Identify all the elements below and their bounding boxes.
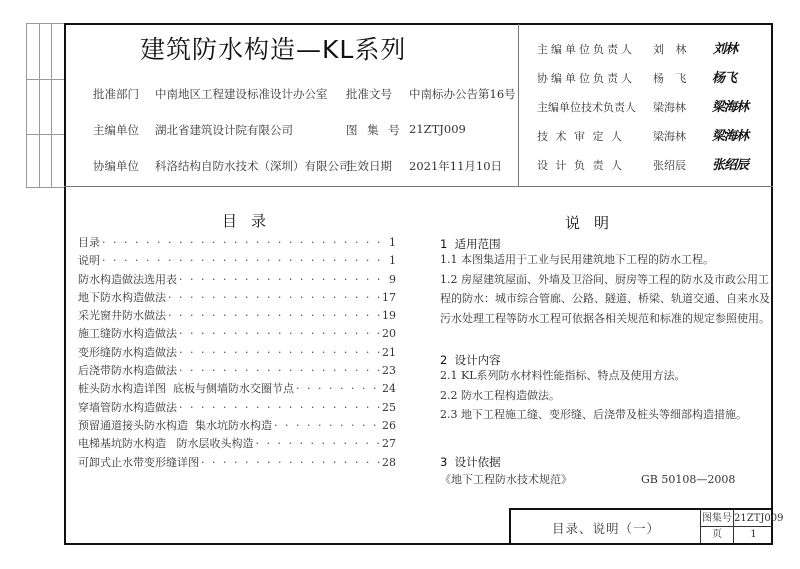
signature: 梁海林 bbox=[712, 100, 749, 115]
paragraph-line: 2.2 防水工程构造做法。 bbox=[440, 388, 560, 402]
toc-item-label: 采光窗井防水做法 bbox=[78, 309, 166, 323]
info-label: 生效日期 bbox=[346, 159, 392, 173]
info-value: 2021年11月10日 bbox=[409, 159, 503, 173]
responsible-role: 技 术 审 定 人 bbox=[537, 130, 624, 143]
approval-stamp-strip bbox=[26, 23, 65, 188]
section-heading: 2 设计内容 bbox=[440, 353, 501, 367]
toc-item-label: 可卸式止水带变形缝详图 bbox=[78, 455, 199, 469]
leader-dots bbox=[274, 419, 380, 432]
stamp-divider bbox=[27, 134, 65, 135]
page-value: 1 bbox=[733, 527, 773, 543]
toc-item-label: 目录 bbox=[78, 236, 100, 249]
info-value: 湖北省建筑设计院有限公司 bbox=[155, 123, 293, 137]
toc-item-page: 21 bbox=[382, 345, 396, 359]
toc-item-label: 施工缝防水构造做法 bbox=[78, 327, 177, 341]
toc-item[interactable] bbox=[78, 362, 396, 380]
signature: 张绍辰 bbox=[712, 158, 749, 173]
paragraph-line: 1.1 本图集适用于工业与民用建筑地下工程的防水工程。 bbox=[440, 253, 714, 266]
toc-item[interactable] bbox=[78, 435, 396, 453]
toc-item[interactable] bbox=[78, 289, 396, 307]
toc-item-label: 电梯基坑防水构造 防水层收头构造 bbox=[78, 437, 254, 451]
toc-item-label: 防水构造做法选用表 bbox=[78, 272, 177, 286]
toc-item-page: 1 bbox=[389, 236, 396, 249]
section-heading: 1 适用范围 bbox=[440, 237, 501, 251]
section-body bbox=[440, 366, 780, 425]
leader-dots bbox=[296, 382, 380, 395]
section-body bbox=[440, 250, 780, 328]
atlas-title: 建筑防水构造—KL系列 bbox=[140, 35, 407, 64]
toc-item[interactable] bbox=[78, 344, 396, 362]
page-label: 页 bbox=[700, 527, 733, 543]
responsible-name: 张绍辰 bbox=[653, 159, 686, 172]
header-divider bbox=[64, 186, 773, 187]
toc-item-page: 23 bbox=[382, 364, 396, 378]
toc-item-page: 28 bbox=[382, 455, 396, 469]
toc-item-page: 1 bbox=[389, 254, 396, 268]
signature: 梁海林 bbox=[712, 129, 749, 144]
leader-dots bbox=[179, 346, 380, 359]
toc-item-page: 26 bbox=[382, 418, 396, 432]
paragraph-line: 程的防水：城市综合管廊、公路、隧道、桥梁、轨道交通、自来水及 bbox=[440, 292, 770, 305]
header-vertical-divider bbox=[518, 24, 519, 186]
signature: 刘林 bbox=[713, 42, 738, 57]
leader-dots bbox=[179, 364, 380, 377]
responsible-name: 梁海林 bbox=[653, 101, 686, 114]
responsible-role: 设 计 负 责 人 bbox=[537, 159, 624, 172]
toc-item[interactable] bbox=[78, 380, 396, 398]
toc-item[interactable] bbox=[78, 307, 396, 325]
leader-dots bbox=[256, 437, 381, 450]
responsible-role: 主编单位技术负责人 bbox=[537, 101, 636, 114]
reference-code: GB 50108—2008 bbox=[641, 473, 736, 486]
toc-item[interactable] bbox=[78, 417, 396, 435]
toc-item-page: 19 bbox=[382, 309, 396, 323]
toc-item-label: 说明 bbox=[78, 254, 100, 268]
toc-item-label: 变形缝防水构造做法 bbox=[78, 345, 177, 359]
leader-dots bbox=[168, 291, 380, 304]
toc-item[interactable] bbox=[78, 271, 396, 289]
leader-dots bbox=[179, 401, 380, 414]
toc-item[interactable] bbox=[78, 399, 396, 417]
stamp-column bbox=[51, 24, 64, 187]
toc-item-label: 地下防水构造做法 bbox=[78, 290, 166, 304]
signature: 杨飞 bbox=[712, 71, 737, 86]
toc-item-page: 24 bbox=[382, 382, 396, 396]
responsible-role: 协编单位负责人 bbox=[537, 72, 635, 85]
info-value: 中南标办公告第16号 bbox=[409, 87, 516, 101]
paragraph-line: 1.2 房屋建筑屋面、外墙及卫浴间、厨房等工程的防水及市政公用工 bbox=[440, 272, 769, 286]
info-label: 批准部门 bbox=[93, 87, 139, 101]
toc-item-label: 预留通道接头防水构造 集水坑防水构造 bbox=[78, 418, 272, 432]
paragraph-line: 污水处理工程等防水工程可依据各相关规范和标准的规定参照使用。 bbox=[440, 311, 770, 325]
toc-item[interactable] bbox=[78, 454, 396, 472]
toc-item-label: 后浇带防水构造做法 bbox=[78, 364, 177, 378]
paragraph-line: 2.3 地下工程施工缝、变形缝、后浇带及桩头等细部构造措施。 bbox=[440, 408, 747, 421]
leader-dots bbox=[102, 236, 385, 249]
toc-item[interactable] bbox=[78, 325, 396, 343]
toc-item-page: 27 bbox=[382, 437, 396, 451]
info-label: 图 集 号 bbox=[346, 123, 403, 137]
paragraph-line: 2.1 KL系列防水材料性能指标、特点及使用方法。 bbox=[440, 369, 686, 382]
section-heading: 3 设计依据 bbox=[440, 455, 501, 469]
toc-item-page: 25 bbox=[382, 400, 396, 414]
leader-dots bbox=[168, 309, 380, 322]
sheet-name: 目录、说明（一） bbox=[551, 520, 660, 536]
info-value: 科洛结构自防水技术（深圳）有限公司 bbox=[155, 159, 351, 173]
leader-dots bbox=[201, 456, 380, 469]
responsible-name: 梁海林 bbox=[653, 130, 686, 143]
stamp-divider bbox=[27, 79, 65, 80]
toc-item-label: 穿墙管防水构造做法 bbox=[78, 400, 177, 414]
info-value: 中南地区工程建设标准设计办公室 bbox=[155, 87, 328, 101]
toc-title: 目录 bbox=[222, 212, 281, 230]
toc-item-page: 20 bbox=[382, 327, 396, 341]
responsible-role: 主编单位负责人 bbox=[537, 43, 635, 56]
info-label: 主编单位 bbox=[93, 123, 139, 137]
toc-item-label: 桩头防水构造详图 底板与侧墙防水交圈节点 bbox=[78, 382, 294, 396]
toc-list bbox=[78, 234, 396, 472]
atlas-number-label: 图集号 bbox=[700, 510, 733, 527]
info-label: 批准文号 bbox=[346, 87, 392, 101]
leader-dots bbox=[179, 327, 380, 340]
frame-bottom-border bbox=[64, 543, 773, 545]
toc-item-page: 9 bbox=[389, 272, 396, 286]
reference-name: 《地下工程防水技术规范》 bbox=[440, 473, 572, 486]
toc-item[interactable] bbox=[78, 234, 396, 252]
info-value: 21ZTJ009 bbox=[409, 122, 466, 136]
toc-item-page: 17 bbox=[382, 290, 396, 304]
leader-dots bbox=[179, 273, 385, 286]
responsible-name: 杨 飞 bbox=[653, 72, 691, 85]
explanation-title: 说明 bbox=[565, 214, 624, 232]
responsible-name: 刘 林 bbox=[653, 43, 691, 56]
atlas-number-value: 21ZTJ009 bbox=[733, 510, 773, 527]
leader-dots bbox=[102, 254, 385, 267]
toc-item[interactable] bbox=[78, 252, 396, 270]
info-label: 协编单位 bbox=[93, 159, 139, 173]
